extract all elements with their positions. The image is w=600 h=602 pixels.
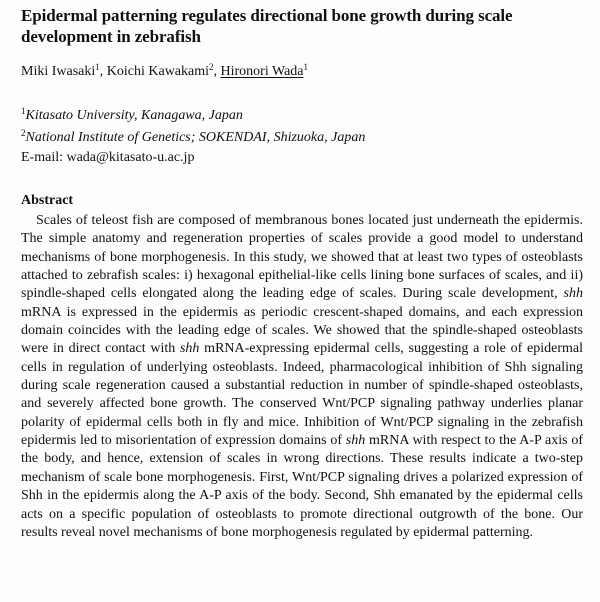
affiliation-1 xyxy=(21,107,243,125)
author-name: Miki Iwasaki xyxy=(21,64,96,79)
affiliation-text: Kitasato University, Kanagawa, Japan xyxy=(25,108,243,123)
affiliation-marker: 1 xyxy=(21,106,26,116)
gene-name-italic: shh xyxy=(345,433,366,449)
author-separator: , xyxy=(213,64,221,79)
author-name: Koichi Kawakami xyxy=(106,64,210,79)
author-affiliation-marker: 1 xyxy=(303,62,308,72)
gene-name-italic: shh xyxy=(563,286,583,302)
gene-name-italic: shh xyxy=(179,341,200,357)
abstract-heading: Abstract xyxy=(21,193,74,208)
author-list xyxy=(21,63,308,81)
author-affiliation-marker: 2 xyxy=(209,62,214,72)
abstract-body xyxy=(21,212,583,542)
affiliation-marker: 2 xyxy=(21,128,26,138)
affiliation-text: National Institute of Genetics; SOKENDAI, Shizuoka, Japan xyxy=(25,130,366,145)
contact-email: E-mail: wada@kitasato-u.ac.jp xyxy=(21,150,195,165)
paper-title: Epidermal patterning regulates directional bone growth during scale development in zebrafish xyxy=(21,6,513,46)
author-affiliation-marker: 1 xyxy=(95,62,100,72)
abstract-text: Scales of teleost fish are composed of membranous bones located just underneath the epidermis. The simple anatomy and regeneration properties of scales provide a good model to understand mechanisms of bone morphogenesis. In this study, we showed that at least two types of osteoblasts attached to zebrafish scales: i) hexagonal epithelial-like cells lining bone surfaces of scales, and ii) spindle-shaped cells elongated along the leading edge of scales. During scale development, xyxy=(21,213,583,302)
abstract-text: mRNA is expressed in the epidermis as periodic crescent-shaped domains, and each expression domain coincides with the leading edge of scales. We showed that the spindle-shaped osteoblasts were in direct contact with xyxy=(21,304,583,357)
corresponding-author-name: Hironori Wada xyxy=(220,64,304,79)
abstract-text: mRNA-expressing epidermal cells, suggesting a role of epidermal cells in regulation of underlying osteoblasts. Indeed, pharmacological inhibition of Shh signaling during scale regeneration caused a substantial reduction in number of spindle-shaped osteoblasts, and severely affected bone growth. The conserved Wnt/PCP signaling pathway underlies planar polarity of epidermal cells both in fly and mice. Inhibition of Wnt/PCP signaling in the zebrafish epidermis led to misorientation of expression domains of xyxy=(21,341,583,449)
affiliation-2 xyxy=(21,129,365,147)
author-separator: , xyxy=(99,64,107,79)
abstract-text: mRNA with respect to the A-P axis of the body, and hence, extension of scales in wrong directions. These results indicate a two-step mechanism of scale bone morphogenesis. First, Wnt/PCP signaling drives a polarized expression of Shh in the epidermis along the A-P axis of the body. Second, Shh emanated by the epidermal cells acts on a specific population of osteoblasts to promote directional outgrowth of the bone. Our results reveal novel mechanisms of bone morphogenesis regulated by epidermal patterning. xyxy=(21,433,584,540)
